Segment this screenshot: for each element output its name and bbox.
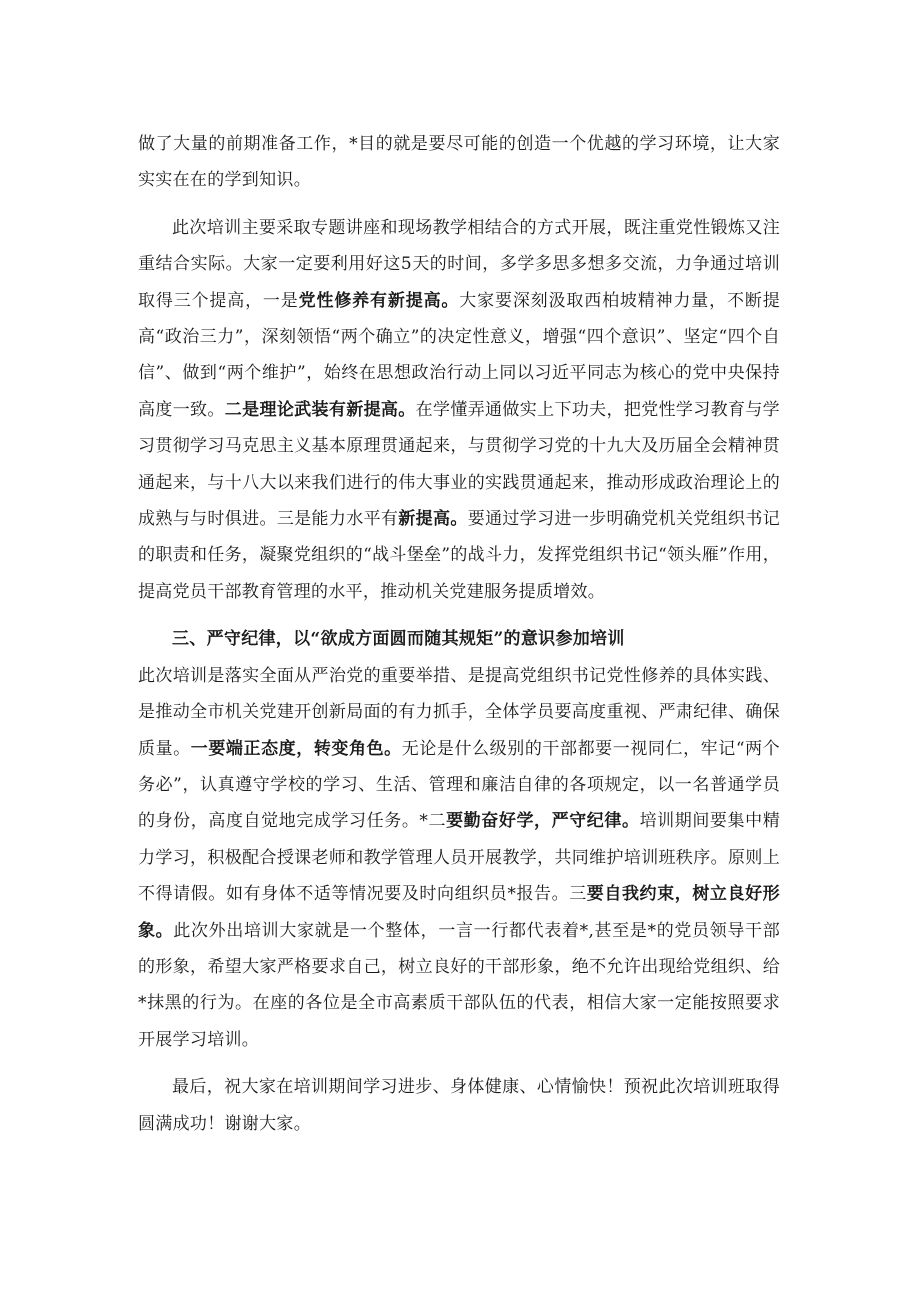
section-heading-discipline: 三、严守纪律，以“欲成方面圆而随其规矩”的意识参加培训 bbox=[172, 629, 625, 650]
text-span: 此次培训主要采取专题讲座和现场教学相结合的方式开展，既注重党性锻炼又注重结合实际。大家一定要利用好这5天的时间，多学多思多想多交流，力争通过培训取得三个提高，一是 bbox=[138, 217, 780, 311]
bold-span: 二是理论武装有新提高。 bbox=[224, 399, 416, 420]
text-span: 大家要深刻汲取西柏坡精神力量，不断提高“政治三力”，深刻领悟“两个确立”的决定性意义，增强“四个意识”、坚定“四个自信”、做到“两个维护”，始终在思想政治行动上同以习近平同志为核心的党中央保持高度一致。 bbox=[138, 290, 781, 420]
document-body bbox=[138, 126, 780, 1142]
bold-span: 党性修养有新提高。 bbox=[298, 290, 460, 311]
paragraph-preparation: 做了大量的前期准备工作，*目的就是要尽可能的创造一个优越的学习环境，让大家实实在在的学到知识。 bbox=[138, 134, 780, 191]
text-span: 在学懂弄通做实上下功夫，把党性学习教育与学习贯彻学习马克思主义基本原理贯通起来，与贯彻学习党的十九大及历届全会精神贯通起来，与十八大以来我们进行的伟大事业的实践贯通起来，推动形成政治理论上的成熟与与时俱进。三是能力水平有 bbox=[138, 399, 780, 530]
text-span: 要通过学习进一步明确党机关党组织书记的职责和任务，凝聚党组织的“战斗堡垒”的战斗力，发挥党组织书记“领头雁”作用，提高党员干部教育管理的水平，推动机关党建服务提质增效。 bbox=[138, 509, 781, 602]
bold-span: 要勤奋好学，严守纪律。 bbox=[446, 811, 640, 832]
bold-span: 要自我约束，树立良好形象。 bbox=[138, 884, 780, 941]
text-span: 此次外出培训大家就是一个整体，一言一行都代表着*,甚至是*的党员领导干部的形象，希望大家严格要求自己，树立良好的干部形象，绝不允许出现给党组织、给*抹黑的行为。在座的各位是全市高素质干部队伍的代表，相信大家一定能按照要求开展学习培训。 bbox=[138, 920, 781, 1050]
paragraph-closing: 最后，祝大家在培训期间学习进步、身体健康、心情愉快！预祝此次培训班取得圆满成功！谢谢大家。 bbox=[138, 1077, 780, 1134]
bold-span: 新提高。 bbox=[398, 509, 468, 530]
paragraph-training-method bbox=[138, 210, 780, 610]
bold-span: 一要端正态度，转变角色。 bbox=[190, 738, 402, 759]
text-span: 无论是什么级别的干部都要一视同仁，牢记“两个务必”，认真遵守学校的学习、生活、管理和廉洁自律的各项规定，以一名普通学员的身份，高度自觉地完成学习任务。*二 bbox=[138, 738, 780, 832]
text-span: 培训期间要集中精力学习，积极配合授课老师和教学管理人员开展教学，共同维护培训班秩序。原则上不得请假。如有身体不适等情况要及时向组织员*报告。三 bbox=[138, 811, 780, 905]
paragraph-discipline bbox=[138, 658, 780, 1058]
text-span: 此次培训是落实全面从严治党的重要举措、是提高党组织书记党性修养的具体实践、是推动全市机关党建开创新局面的有力抓手，全体学员要高度重视、严肃纪律、确保质量。 bbox=[138, 665, 780, 759]
